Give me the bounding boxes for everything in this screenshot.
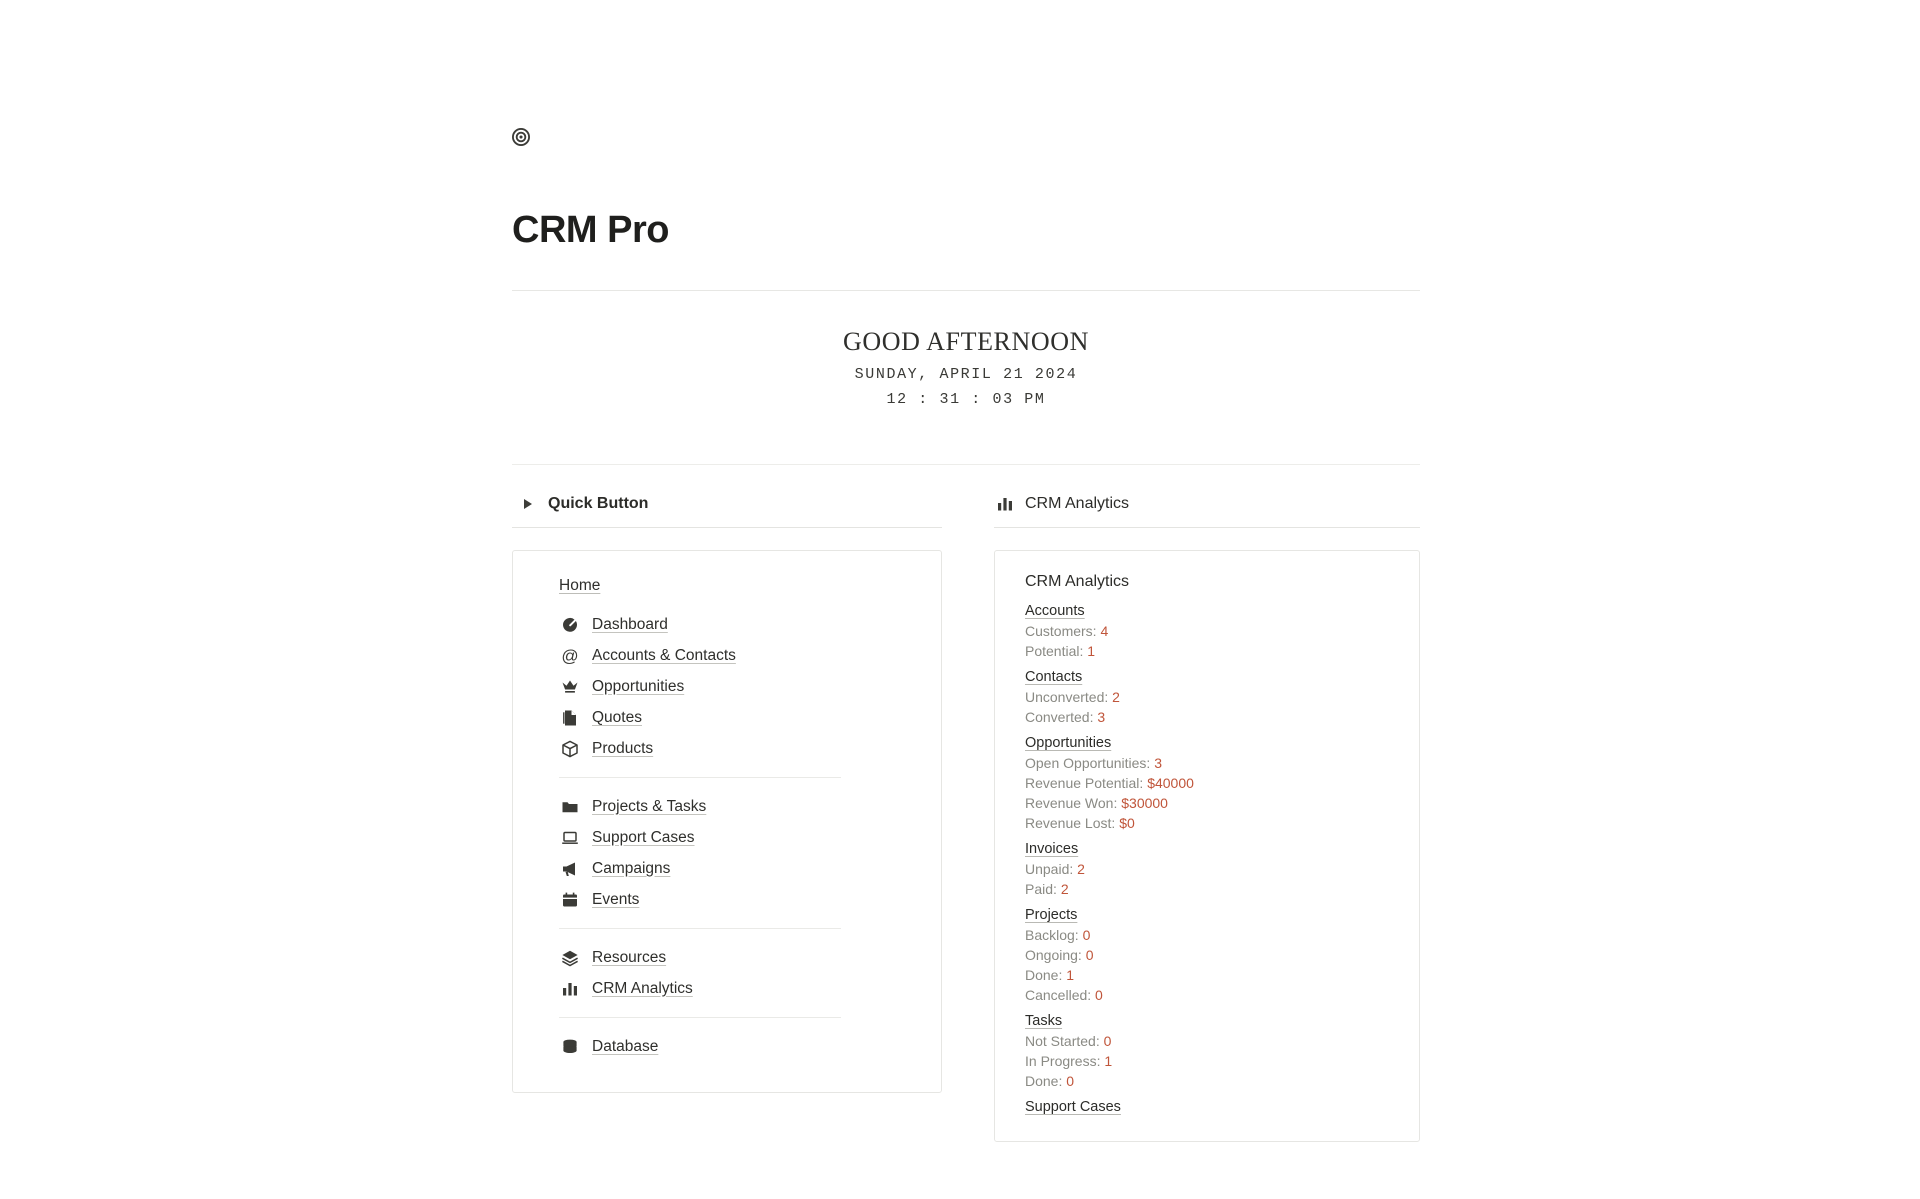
analytics-row-label: Potential: [1025, 642, 1084, 659]
sidebar-item-label: Accounts & Contacts [592, 646, 736, 664]
crm-analytics-card [994, 550, 1420, 1142]
nav-group-4 [559, 1031, 907, 1062]
analytics-row [1025, 621, 1393, 641]
sidebar-item-label: Dashboard [592, 615, 668, 633]
analytics-section [1025, 841, 1393, 899]
sidebar-item-label: Quotes [592, 708, 642, 726]
analytics-row [1025, 793, 1393, 813]
sidebar-item-events[interactable] [561, 884, 907, 915]
nav-separator [559, 1017, 841, 1018]
nav-item-home[interactable]: Home [559, 577, 601, 594]
analytics-row [1025, 965, 1393, 985]
analytics-row [1025, 773, 1393, 793]
analytics-section-title[interactable]: Opportunities [1025, 735, 1112, 751]
analytics-row-value: 0 [1082, 926, 1091, 943]
crm-analytics-card-title: CRM Analytics [1025, 573, 1130, 590]
analytics-row-value: 2 [1060, 880, 1069, 897]
analytics-row [1025, 1051, 1393, 1071]
nav-separator [559, 928, 841, 929]
folder-icon [561, 798, 579, 816]
sidebar-item-opportunities[interactable] [561, 671, 907, 702]
analytics-row-label: Revenue Potential: [1025, 774, 1144, 791]
analytics-row-value: 3 [1154, 754, 1162, 771]
sidebar-item-label: Database [592, 1037, 659, 1055]
analytics-row-value: $30000 [1121, 794, 1168, 811]
analytics-row-label: Revenue Lost: [1025, 814, 1116, 831]
sidebar-item-label: Opportunities [592, 677, 685, 695]
sidebar-item-crm-analytics[interactable] [561, 973, 907, 1004]
nav-group-1 [559, 609, 907, 764]
sidebar-item-label: Support Cases [592, 828, 695, 846]
target-icon [512, 128, 530, 146]
quick-nav-card [512, 550, 942, 1093]
analytics-row-label: Revenue Won: [1025, 794, 1118, 811]
quick-button-label: Quick Button [548, 495, 649, 512]
sidebar-item-label: Resources [592, 948, 667, 966]
laptop-icon [561, 829, 579, 847]
analytics-section-title[interactable]: Projects [1025, 907, 1078, 923]
triangle-right-icon [524, 499, 532, 509]
header-divider [512, 290, 1420, 291]
sidebar-item-projects-tasks[interactable] [561, 791, 907, 822]
analytics-row [1025, 1031, 1393, 1051]
analytics-row-label: Unconverted: [1025, 688, 1109, 705]
crown-icon [561, 678, 579, 696]
greeting-divider [512, 464, 1420, 465]
greeting-time: 12 : 31 : 03 PM [886, 391, 1046, 408]
analytics-row-label: Converted: [1025, 708, 1094, 725]
greeting-salutation: GOOD AFTERNOON [842, 327, 1090, 356]
megaphone-icon [561, 860, 579, 878]
greeting-block [512, 327, 1420, 408]
analytics-row-value: 0 [1085, 946, 1094, 963]
box-icon [561, 740, 579, 758]
analytics-row [1025, 753, 1393, 773]
crm-analytics-header [994, 495, 1420, 528]
analytics-row [1025, 879, 1393, 899]
svg-text:@: @ [561, 646, 579, 665]
analytics-row-label: Paid: [1025, 880, 1057, 897]
sidebar-item-label: Products [592, 739, 654, 757]
analytics-section [1025, 1013, 1393, 1091]
analytics-row-value: 0 [1066, 1072, 1075, 1089]
analytics-row-label: Ongoing: [1025, 946, 1082, 963]
database-icon [561, 1038, 579, 1056]
dashboard-icon [561, 616, 579, 634]
sidebar-item-resources[interactable] [561, 942, 907, 973]
left-column [512, 495, 942, 1142]
sidebar-item-dashboard[interactable] [561, 609, 907, 640]
analytics-row [1025, 945, 1393, 965]
analytics-row [1025, 707, 1393, 727]
sidebar-item-database[interactable] [561, 1031, 907, 1062]
sidebar-item-label: Projects & Tasks [592, 797, 707, 815]
analytics-row-label: Done: [1025, 1072, 1063, 1089]
analytics-row [1025, 985, 1393, 1005]
app-logo-wrap [512, 0, 1420, 171]
analytics-row-label: Cancelled: [1025, 986, 1092, 1003]
sidebar-item-campaigns[interactable] [561, 853, 907, 884]
page-content [512, 0, 1420, 1142]
analytics-row [1025, 641, 1393, 661]
analytics-row [1025, 859, 1393, 879]
analytics-row-label: Customers: [1025, 622, 1097, 639]
analytics-section [1025, 1099, 1393, 1115]
greeting-date: SUNDAY, APRIL 21 2024 [854, 366, 1078, 383]
analytics-section [1025, 735, 1393, 833]
analytics-section-title[interactable]: Contacts [1025, 669, 1083, 685]
analytics-section-title[interactable]: Invoices [1025, 841, 1079, 857]
analytics-row-value: 2 [1112, 688, 1120, 705]
analytics-section-title[interactable]: Tasks [1025, 1013, 1063, 1029]
columns [512, 495, 1420, 1142]
analytics-row-value: 0 [1095, 986, 1103, 1003]
analytics-section-title[interactable]: Support Cases [1025, 1099, 1121, 1115]
nav-group-2 [559, 791, 907, 915]
analytics-row-label: In Progress: [1025, 1052, 1101, 1069]
analytics-section-title[interactable]: Accounts [1025, 603, 1085, 619]
analytics-row-label: Backlog: [1025, 926, 1079, 943]
page-title: CRM Pro [512, 209, 669, 251]
analytics-row-value: $40000 [1147, 774, 1194, 791]
sidebar-item-quotes[interactable] [561, 702, 907, 733]
analytics-row-value: 4 [1100, 622, 1109, 639]
analytics-section [1025, 603, 1393, 661]
analytics-row [1025, 1071, 1393, 1091]
analytics-row [1025, 687, 1393, 707]
analytics-row [1025, 925, 1393, 945]
analytics-row-value: 1 [1066, 966, 1075, 983]
sidebar-item-accounts-contacts[interactable] [561, 640, 907, 671]
analytics-row-value: 3 [1097, 708, 1106, 725]
nav-separator [559, 777, 841, 778]
sidebar-item-label: Events [592, 890, 640, 908]
layers-icon [561, 949, 579, 967]
calendar-icon [561, 891, 579, 909]
analytics-row-value: 2 [1077, 860, 1085, 877]
sidebar-item-label: CRM Analytics [592, 979, 693, 997]
sidebar-item-label: Campaigns [592, 859, 671, 877]
analytics-row-label: Unpaid: [1025, 860, 1074, 877]
document-icon [561, 709, 579, 727]
quick-button-toggle[interactable] [512, 495, 942, 528]
bar-chart-icon [561, 980, 579, 998]
sidebar-item-products[interactable] [561, 733, 907, 764]
analytics-row-value: $0 [1119, 814, 1135, 831]
analytics-row-label: Done: [1025, 966, 1063, 983]
analytics-row-label: Open Opportunities: [1025, 754, 1151, 771]
right-column [994, 495, 1420, 1142]
analytics-row-value: 1 [1087, 642, 1096, 659]
analytics-row [1025, 813, 1393, 833]
analytics-section [1025, 907, 1393, 1005]
analytics-row-value: 1 [1104, 1052, 1113, 1069]
bar-chart-icon [996, 495, 1014, 513]
analytics-row-label: Not Started: [1025, 1032, 1100, 1049]
analytics-section [1025, 669, 1393, 727]
at-sign-icon [561, 647, 579, 665]
crm-analytics-header-label: CRM Analytics [1025, 495, 1130, 512]
analytics-row-value: 0 [1103, 1032, 1112, 1049]
nav-group-3 [559, 942, 907, 1004]
sidebar-item-support-cases[interactable] [561, 822, 907, 853]
